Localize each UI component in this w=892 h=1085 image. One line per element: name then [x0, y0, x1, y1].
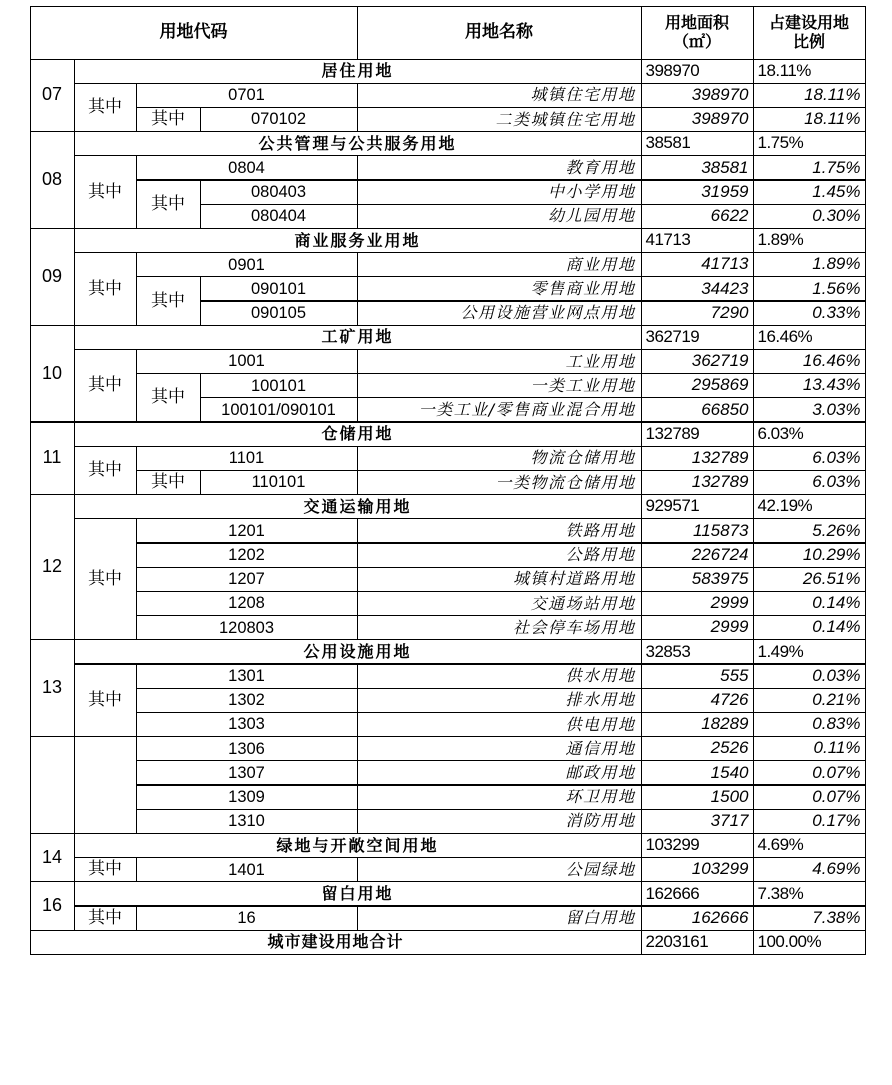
land-code: 1001	[136, 349, 358, 374]
land-ratio: 16.46%	[753, 349, 866, 374]
category-ratio: 7.38%	[753, 881, 866, 906]
category-area: 132789	[641, 422, 754, 447]
land-name: 教育用地	[357, 155, 642, 180]
land-ratio: 6.03%	[753, 446, 866, 471]
land-code: 070102	[200, 107, 358, 132]
category-area: 103299	[641, 833, 754, 858]
category-name: 居住用地	[74, 59, 642, 84]
land-ratio: 1.45%	[753, 180, 866, 205]
category-area: 38581	[641, 131, 754, 156]
land-ratio: 5.26%	[753, 518, 866, 543]
category-name: 商业服务业用地	[74, 228, 642, 253]
category-area: 41713	[641, 228, 754, 253]
land-ratio: 18.11%	[753, 83, 866, 108]
land-area: 2526	[641, 736, 754, 761]
land-code: 1309	[136, 785, 358, 810]
land-code: 090105	[200, 301, 358, 326]
land-name: 留白用地	[357, 906, 642, 931]
land-ratio: 7.38%	[753, 906, 866, 931]
group-code: 12	[30, 494, 75, 640]
including-label: 其中	[74, 906, 137, 931]
including-label: 其中	[74, 155, 137, 229]
including-label: 其中	[74, 446, 137, 495]
land-area: 162666	[641, 906, 754, 931]
including-label-continued	[74, 736, 137, 834]
land-ratio: 0.07%	[753, 760, 866, 785]
land-name: 供电用地	[357, 712, 642, 737]
land-area: 1540	[641, 760, 754, 785]
header-code: 用地代码	[30, 6, 358, 60]
total-ratio: 100.00%	[753, 930, 866, 955]
land-name: 邮政用地	[357, 760, 642, 785]
land-area: 66850	[641, 397, 754, 422]
land-name: 公用设施营业网点用地	[357, 301, 642, 326]
land-name: 铁路用地	[357, 518, 642, 543]
land-ratio: 3.03%	[753, 397, 866, 422]
land-area: 31959	[641, 180, 754, 205]
including-label: 其中	[74, 349, 137, 423]
land-name: 一类物流仓储用地	[357, 470, 642, 495]
category-area: 32853	[641, 639, 754, 664]
land-ratio: 0.21%	[753, 688, 866, 713]
land-ratio: 13.43%	[753, 373, 866, 398]
land-area: 115873	[641, 518, 754, 543]
land-name: 通信用地	[357, 736, 642, 761]
land-name: 公园绿地	[357, 857, 642, 882]
land-name: 中小学用地	[357, 180, 642, 205]
land-name: 物流仓储用地	[357, 446, 642, 471]
land-code: 1306	[136, 736, 358, 761]
land-area: 132789	[641, 446, 754, 471]
including-label: 其中	[74, 252, 137, 326]
land-ratio: 0.83%	[753, 712, 866, 737]
land-ratio: 6.03%	[753, 470, 866, 495]
land-ratio: 0.03%	[753, 664, 866, 689]
including-label: 其中	[74, 518, 137, 640]
header-name: 用地名称	[357, 6, 642, 60]
land-code: 1301	[136, 664, 358, 689]
land-name: 消防用地	[357, 809, 642, 834]
category-area: 162666	[641, 881, 754, 906]
land-area: 132789	[641, 470, 754, 495]
sub-including-label: 其中	[136, 470, 201, 495]
category-name: 绿地与开敞空间用地	[74, 833, 642, 858]
group-code: 09	[30, 228, 75, 326]
land-name: 幼儿园用地	[357, 204, 642, 229]
category-ratio: 42.19%	[753, 494, 866, 519]
land-name: 二类城镇住宅用地	[357, 107, 642, 132]
land-code: 1208	[136, 591, 358, 616]
land-code: 1401	[136, 857, 358, 882]
land-area: 362719	[641, 349, 754, 374]
category-ratio: 1.75%	[753, 131, 866, 156]
sub-including-label: 其中	[136, 107, 201, 132]
land-area: 7290	[641, 301, 754, 326]
land-code: 1207	[136, 567, 358, 592]
land-ratio: 1.75%	[753, 155, 866, 180]
land-name: 供水用地	[357, 664, 642, 689]
category-area: 929571	[641, 494, 754, 519]
group-code: 10	[30, 325, 75, 423]
category-name: 仓储用地	[74, 422, 642, 447]
category-name: 公共管理与公共服务用地	[74, 131, 642, 156]
land-code: 0701	[136, 83, 358, 108]
land-code: 100101/090101	[200, 397, 358, 422]
land-use-table	[30, 6, 865, 1041]
category-ratio: 16.46%	[753, 325, 866, 350]
land-area: 295869	[641, 373, 754, 398]
land-name: 社会停车场用地	[357, 615, 642, 640]
group-code: 08	[30, 131, 75, 229]
land-code: 1201	[136, 518, 358, 543]
land-name: 排水用地	[357, 688, 642, 713]
group-code: 07	[30, 59, 75, 133]
category-ratio: 1.49%	[753, 639, 866, 664]
land-area: 34423	[641, 276, 754, 301]
land-ratio: 0.17%	[753, 809, 866, 834]
land-code: 1307	[136, 760, 358, 785]
land-area: 38581	[641, 155, 754, 180]
header-ratio: 占建设用地比例	[753, 6, 866, 60]
land-code: 110101	[200, 470, 358, 495]
land-code: 1101	[136, 446, 358, 471]
total-label: 城市建设用地合计	[30, 930, 642, 955]
land-area: 398970	[641, 107, 754, 132]
land-area: 398970	[641, 83, 754, 108]
header-area: 用地面积（㎡）	[641, 6, 754, 60]
land-name: 城镇村道路用地	[357, 567, 642, 592]
land-code: 0804	[136, 155, 358, 180]
land-area: 103299	[641, 857, 754, 882]
land-area: 6622	[641, 204, 754, 229]
land-ratio: 0.14%	[753, 615, 866, 640]
land-ratio: 4.69%	[753, 857, 866, 882]
land-name: 工业用地	[357, 349, 642, 374]
land-area: 2999	[641, 591, 754, 616]
land-area: 18289	[641, 712, 754, 737]
category-name: 工矿用地	[74, 325, 642, 350]
land-ratio: 0.33%	[753, 301, 866, 326]
land-code: 1202	[136, 543, 358, 568]
land-code: 080403	[200, 180, 358, 205]
sub-including-label: 其中	[136, 373, 201, 422]
land-ratio: 0.14%	[753, 591, 866, 616]
category-ratio: 4.69%	[753, 833, 866, 858]
land-area: 555	[641, 664, 754, 689]
land-code: 1302	[136, 688, 358, 713]
group-code-continued	[30, 736, 75, 834]
land-code: 0901	[136, 252, 358, 277]
land-name: 商业用地	[357, 252, 642, 277]
category-ratio: 6.03%	[753, 422, 866, 447]
land-name: 环卫用地	[357, 785, 642, 810]
land-name: 零售商业用地	[357, 276, 642, 301]
land-ratio: 0.11%	[753, 736, 866, 761]
land-name: 城镇住宅用地	[357, 83, 642, 108]
land-ratio: 0.30%	[753, 204, 866, 229]
land-ratio: 10.29%	[753, 543, 866, 568]
land-ratio: 1.56%	[753, 276, 866, 301]
land-code: 090101	[200, 276, 358, 301]
sub-including-label: 其中	[136, 276, 201, 325]
category-name: 公用设施用地	[74, 639, 642, 664]
group-code: 14	[30, 833, 75, 882]
category-area: 398970	[641, 59, 754, 84]
category-name: 留白用地	[74, 881, 642, 906]
group-code: 13	[30, 639, 75, 737]
land-code: 1310	[136, 809, 358, 834]
land-ratio: 26.51%	[753, 567, 866, 592]
sub-including-label: 其中	[136, 180, 201, 229]
total-area: 2203161	[641, 930, 754, 955]
land-name: 一类工业用地	[357, 373, 642, 398]
category-ratio: 1.89%	[753, 228, 866, 253]
land-name: 交通场站用地	[357, 591, 642, 616]
category-name: 交通运输用地	[74, 494, 642, 519]
land-area: 226724	[641, 543, 754, 568]
land-area: 41713	[641, 252, 754, 277]
land-ratio: 0.07%	[753, 785, 866, 810]
land-area: 4726	[641, 688, 754, 713]
land-area: 1500	[641, 785, 754, 810]
including-label: 其中	[74, 664, 137, 738]
category-ratio: 18.11%	[753, 59, 866, 84]
land-code: 16	[136, 906, 358, 931]
land-area: 3717	[641, 809, 754, 834]
land-name: 公路用地	[357, 543, 642, 568]
land-ratio: 1.89%	[753, 252, 866, 277]
including-label: 其中	[74, 857, 137, 882]
land-name: 一类工业/零售商业混合用地	[357, 397, 642, 422]
including-label: 其中	[74, 83, 137, 132]
land-area: 2999	[641, 615, 754, 640]
group-code: 16	[30, 881, 75, 930]
land-code: 1303	[136, 712, 358, 737]
land-code: 080404	[200, 204, 358, 229]
land-code: 100101	[200, 373, 358, 398]
category-area: 362719	[641, 325, 754, 350]
land-code: 120803	[136, 615, 358, 640]
land-area: 583975	[641, 567, 754, 592]
group-code: 11	[30, 422, 75, 496]
land-ratio: 18.11%	[753, 107, 866, 132]
